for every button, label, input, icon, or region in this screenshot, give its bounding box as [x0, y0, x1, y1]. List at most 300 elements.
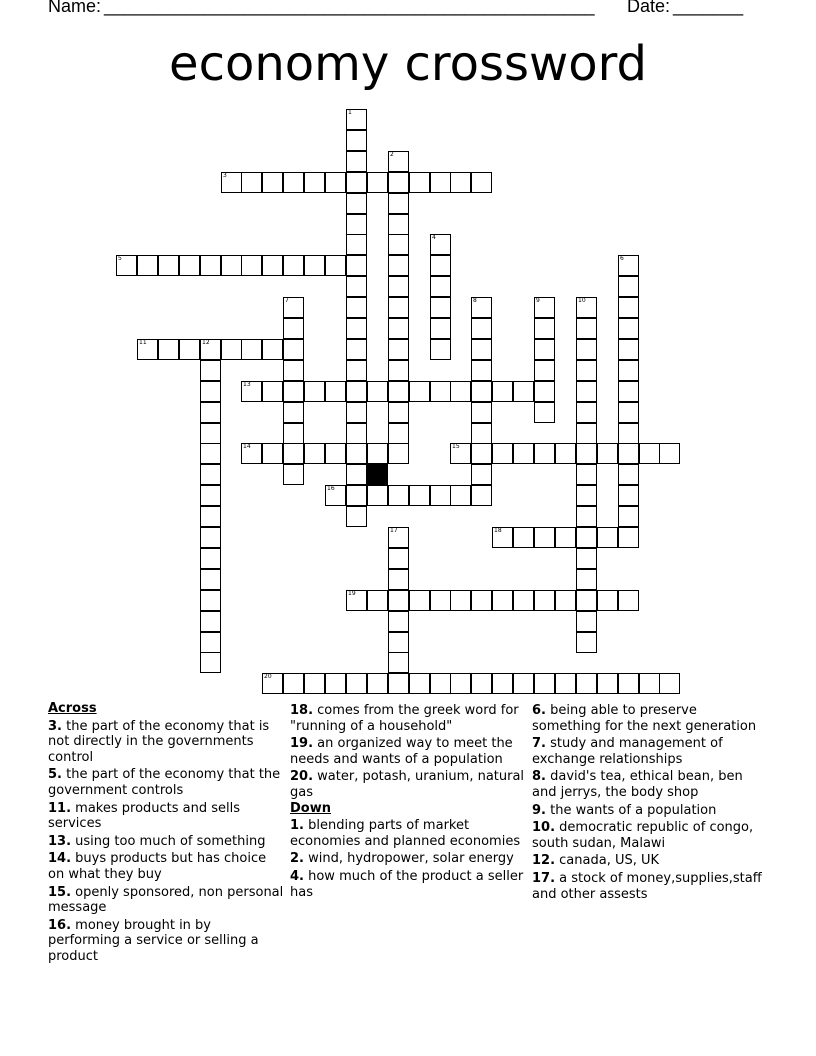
grid-cell[interactable]: [158, 255, 179, 276]
clue-down-17: [532, 871, 768, 902]
grid-cell[interactable]: [262, 443, 283, 464]
grid-cell[interactable]: [137, 255, 158, 276]
grid-cell[interactable]: [388, 339, 409, 360]
grid-cell[interactable]: [430, 172, 451, 193]
clue-number: 16.: [48, 917, 72, 933]
cell-number: 18: [494, 527, 502, 534]
grid-cell[interactable]: [200, 611, 221, 632]
grid-cell[interactable]: [283, 360, 304, 381]
grid-cell[interactable]: [367, 381, 388, 402]
grid-cell[interactable]: [388, 151, 409, 172]
clue-number: 14.: [48, 851, 72, 867]
clue-number: 2.: [290, 851, 304, 867]
grid-cell[interactable]: [346, 673, 367, 694]
grid-cell[interactable]: [576, 464, 597, 485]
clue-number: 8.: [532, 769, 546, 785]
grid-cell[interactable]: [346, 193, 367, 214]
grid-cell[interactable]: [618, 297, 639, 318]
grid-cell[interactable]: [304, 172, 325, 193]
grid-cell[interactable]: [597, 527, 618, 548]
cell-number: 17: [390, 527, 398, 534]
grid-cell[interactable]: [618, 318, 639, 339]
grid-cell[interactable]: [471, 485, 492, 506]
grid-cell[interactable]: [576, 506, 597, 527]
grid-cell[interactable]: [346, 276, 367, 297]
clue-text: study and management of exchange relationships: [532, 736, 723, 767]
clue-number: 15.: [48, 884, 72, 900]
grid-cell[interactable]: [597, 443, 618, 464]
grid-cell[interactable]: [346, 402, 367, 423]
grid-cell[interactable]: [576, 381, 597, 402]
grid-cell[interactable]: [179, 255, 200, 276]
grid-cell[interactable]: [576, 297, 597, 318]
grid-cell[interactable]: [200, 590, 221, 611]
grid-cell[interactable]: [283, 423, 304, 444]
grid-cell[interactable]: [367, 673, 388, 694]
clue-number: 3.: [48, 718, 62, 734]
grid-cell[interactable]: [659, 443, 680, 464]
grid-cell[interactable]: [618, 485, 639, 506]
date-label: Date:: [627, 0, 671, 16]
grid-cell[interactable]: [639, 443, 660, 464]
grid-cell[interactable]: [471, 360, 492, 381]
grid-cell[interactable]: [471, 443, 492, 464]
grid-cell[interactable]: [283, 255, 304, 276]
grid-cell[interactable]: [283, 673, 304, 694]
grid-cell[interactable]: [179, 339, 200, 360]
grid-cell[interactable]: [283, 297, 304, 318]
grid-cell[interactable]: [388, 318, 409, 339]
grid-cell[interactable]: [576, 548, 597, 569]
grid-cell[interactable]: [388, 590, 409, 611]
grid-cell[interactable]: [430, 381, 451, 402]
grid-cell[interactable]: [618, 381, 639, 402]
grid-cell[interactable]: [283, 172, 304, 193]
grid-cell[interactable]: [241, 381, 262, 402]
grid-cell[interactable]: [555, 443, 576, 464]
grid-cell[interactable]: [492, 381, 513, 402]
grid-cell[interactable]: [388, 360, 409, 381]
grid-cell[interactable]: [513, 673, 534, 694]
clue-number: 9.: [532, 802, 546, 818]
clue-down-10: [532, 820, 768, 851]
clue-text: the part of the economy that the government controls: [48, 767, 281, 798]
grid-cell[interactable]: [325, 172, 346, 193]
grid-cell[interactable]: [388, 548, 409, 569]
grid-cell[interactable]: [346, 151, 367, 172]
cell-number: 2: [390, 151, 394, 158]
cell-number: 20: [264, 673, 272, 680]
clues-column-2: [290, 701, 526, 900]
grid-cell[interactable]: [492, 443, 513, 464]
grid-cell[interactable]: [200, 255, 221, 276]
grid-cell[interactable]: [534, 590, 555, 611]
grid-cell[interactable]: [200, 485, 221, 506]
grid-cell[interactable]: [409, 485, 430, 506]
clue-number: 19.: [290, 736, 314, 752]
grid-cell[interactable]: [346, 130, 367, 151]
grid-cell[interactable]: [221, 255, 242, 276]
grid-cell[interactable]: [388, 276, 409, 297]
grid-cell[interactable]: [388, 255, 409, 276]
cell-number: 15: [452, 443, 460, 450]
cell-number: 11: [139, 339, 147, 346]
grid-cell[interactable]: [618, 506, 639, 527]
cell-number: 16: [327, 485, 335, 492]
grid-cell[interactable]: [283, 464, 304, 485]
clue-text: water, potash, uranium, natural gas: [290, 769, 525, 800]
grid-cell[interactable]: [304, 255, 325, 276]
clue-across-13: [48, 834, 284, 850]
grid-cell[interactable]: [262, 339, 283, 360]
grid-cell[interactable]: [158, 339, 179, 360]
grid-cell[interactable]: [346, 214, 367, 235]
grid-cell[interactable]: [200, 423, 221, 444]
grid-cell[interactable]: [471, 339, 492, 360]
grid-cell[interactable]: [137, 339, 158, 360]
grid-cell[interactable]: [346, 234, 367, 255]
grid-cell[interactable]: [471, 172, 492, 193]
grid-cell[interactable]: [618, 360, 639, 381]
grid-cell[interactable]: [346, 590, 367, 611]
clue-across-18: [290, 703, 526, 734]
grid-cell[interactable]: [283, 402, 304, 423]
grid-cell[interactable]: [283, 381, 304, 402]
grid-cell[interactable]: [492, 590, 513, 611]
grid-cell[interactable]: [430, 297, 451, 318]
clue-number: 5.: [48, 767, 62, 783]
date-field[interactable]: _______: [673, 0, 744, 16]
grid-cell[interactable]: [597, 590, 618, 611]
grid-cell[interactable]: [534, 527, 555, 548]
clue-text: canada, US, UK: [555, 853, 660, 869]
grid-cell[interactable]: [618, 402, 639, 423]
grid-cell[interactable]: [534, 297, 555, 318]
grid-cell[interactable]: [325, 255, 346, 276]
grid-cell[interactable]: [200, 527, 221, 548]
grid-cell[interactable]: [430, 255, 451, 276]
grid-cell[interactable]: [262, 381, 283, 402]
grid-cell[interactable]: [430, 673, 451, 694]
grid-cell[interactable]: [116, 255, 137, 276]
grid-cell[interactable]: [513, 527, 534, 548]
clue-text: comes from the greek word for "running of a household": [290, 703, 519, 734]
grid-cell[interactable]: [430, 234, 451, 255]
clue-number: 12.: [532, 853, 556, 869]
grid-cell[interactable]: [576, 485, 597, 506]
clue-text: how much of the product a seller has: [290, 868, 524, 900]
clue-number: 13.: [48, 833, 72, 849]
clues-column-3: [532, 701, 768, 902]
grid-cell[interactable]: [618, 339, 639, 360]
clue-text: blending parts of market economies and planned economies: [290, 818, 521, 849]
clue-across-15: [48, 885, 284, 916]
clue-text: an organized way to meet the needs and wants of a population: [290, 736, 513, 767]
clue-text: the wants of a population: [545, 802, 717, 818]
grid-cell[interactable]: [346, 423, 367, 444]
name-label: Name:: [48, 0, 102, 16]
grid-cell[interactable]: [576, 443, 597, 464]
clue-text: being able to preserve something for the next generation: [532, 703, 757, 734]
clue-across-14: [48, 851, 284, 882]
grid-cell[interactable]: [388, 673, 409, 694]
clue-across-3: [48, 719, 284, 766]
grid-cell[interactable]: [283, 339, 304, 360]
clue-down-8: [532, 769, 768, 800]
cell-number: 8: [473, 297, 477, 304]
grid-cell[interactable]: [576, 360, 597, 381]
grid-cell[interactable]: [576, 339, 597, 360]
clue-across-16: [48, 918, 284, 965]
grid-cell[interactable]: [430, 590, 451, 611]
grid-cell[interactable]: [409, 590, 430, 611]
grid-cell[interactable]: [325, 381, 346, 402]
name-field[interactable]: _________________________________________________: [104, 0, 595, 16]
grid-cell[interactable]: [534, 673, 555, 694]
grid-cell[interactable]: [618, 443, 639, 464]
grid-cell[interactable]: [471, 464, 492, 485]
grid-cell[interactable]: [534, 381, 555, 402]
header: [0, 0, 816, 20]
grid-cell[interactable]: [471, 297, 492, 318]
clue-across-11: [48, 801, 284, 832]
across-heading: Across: [48, 701, 97, 716]
grid-cell[interactable]: [659, 673, 680, 694]
grid-cell[interactable]: [262, 673, 283, 694]
grid-cell[interactable]: [346, 464, 367, 485]
clue-text: a stock of money,supplies,staff and other assests: [532, 870, 762, 902]
grid-cell[interactable]: [388, 652, 409, 673]
grid-cell[interactable]: [471, 381, 492, 402]
grid-cell[interactable]: [367, 172, 388, 193]
grid-cell[interactable]: [534, 318, 555, 339]
clues-column-1: [48, 701, 284, 965]
grid-cell[interactable]: [283, 443, 304, 464]
grid-cell[interactable]: [241, 443, 262, 464]
grid-cell[interactable]: [200, 360, 221, 381]
grid-cell[interactable]: [450, 381, 471, 402]
clue-down-9: [532, 803, 768, 819]
grid-cell[interactable]: [200, 381, 221, 402]
grid-cell[interactable]: [367, 485, 388, 506]
grid-cell[interactable]: [221, 172, 242, 193]
cell-number: 7: [285, 297, 289, 304]
puzzle-title: economy crossword: [169, 36, 647, 92]
down-heading: Down: [290, 800, 331, 816]
cell-number: 3: [223, 172, 227, 179]
grid-cell[interactable]: [367, 443, 388, 464]
grid-cell[interactable]: [346, 297, 367, 318]
grid-cell[interactable]: [200, 548, 221, 569]
grid-cell[interactable]: [388, 632, 409, 653]
grid-cell[interactable]: [576, 673, 597, 694]
grid-cell[interactable]: [513, 443, 534, 464]
grid-cell[interactable]: [430, 485, 451, 506]
grid-cell[interactable]: [200, 402, 221, 423]
grid-cell[interactable]: [618, 255, 639, 276]
clue-down-12: [532, 853, 768, 869]
clue-number: 17.: [532, 870, 556, 886]
grid-cell[interactable]: [325, 673, 346, 694]
grid-cell[interactable]: [576, 569, 597, 590]
clue-text: wind, hydropower, solar energy: [303, 851, 514, 867]
grid-cell[interactable]: [283, 318, 304, 339]
grid-cell[interactable]: [576, 632, 597, 653]
grid-cell[interactable]: [346, 339, 367, 360]
clue-number: 7.: [532, 736, 546, 752]
grid-cell[interactable]: [200, 443, 221, 464]
cell-number: 13: [243, 381, 251, 388]
clue-down-7: [532, 736, 768, 767]
grid-cell[interactable]: [576, 611, 597, 632]
grid-cell[interactable]: [325, 485, 346, 506]
grid-cell[interactable]: [597, 673, 618, 694]
grid-cell[interactable]: [450, 172, 471, 193]
grid-cell[interactable]: [534, 360, 555, 381]
grid-cell[interactable]: [430, 318, 451, 339]
clue-text: openly sponsored, non personal message: [48, 884, 284, 916]
grid-cell[interactable]: [388, 611, 409, 632]
clue-across-19: [290, 736, 526, 767]
grid-cell[interactable]: [534, 443, 555, 464]
grid-cell[interactable]: [262, 255, 283, 276]
clue-down-1: [290, 818, 526, 849]
grid-cell[interactable]: [618, 590, 639, 611]
grid-cell[interactable]: [325, 443, 346, 464]
clue-across-5: [48, 767, 284, 798]
clue-text: using too much of something: [71, 833, 266, 849]
clue-text: makes products and sells services: [48, 800, 241, 832]
grid-cell[interactable]: [576, 318, 597, 339]
clue-number: 4.: [290, 868, 304, 884]
cell-number: 4: [432, 234, 436, 241]
grid-cell[interactable]: [241, 255, 262, 276]
grid-cell[interactable]: [576, 527, 597, 548]
grid-cell[interactable]: [618, 527, 639, 548]
grid-cell[interactable]: [555, 673, 576, 694]
grid-cell[interactable]: [639, 673, 660, 694]
clue-text: buys products but has choice on what they buy: [48, 851, 267, 882]
grid-cell[interactable]: [388, 172, 409, 193]
clue-down-4: [290, 869, 526, 900]
grid-cell[interactable]: [471, 423, 492, 444]
grid-cell[interactable]: [367, 590, 388, 611]
grid-cell[interactable]: [618, 276, 639, 297]
cell-number: 12: [202, 339, 210, 346]
grid-cell[interactable]: [388, 569, 409, 590]
cell-number: 14: [243, 443, 251, 450]
grid-cell[interactable]: [304, 443, 325, 464]
grid-cell[interactable]: [388, 214, 409, 235]
grid-cell[interactable]: [388, 193, 409, 214]
grid-cell[interactable]: [409, 172, 430, 193]
grid-cell[interactable]: [513, 590, 534, 611]
grid-cell[interactable]: [618, 673, 639, 694]
cell-number: 5: [118, 255, 122, 262]
grid-cell[interactable]: [450, 673, 471, 694]
grid-cell[interactable]: [618, 464, 639, 485]
grid-cell[interactable]: [492, 527, 513, 548]
cell-number: 10: [578, 297, 586, 304]
grid-cell[interactable]: [241, 172, 262, 193]
grid-cell[interactable]: [346, 109, 367, 130]
grid-cell[interactable]: [304, 673, 325, 694]
grid-cell[interactable]: [430, 339, 451, 360]
grid-cell[interactable]: [388, 381, 409, 402]
grid-cell[interactable]: [471, 590, 492, 611]
grid-cell[interactable]: [346, 360, 367, 381]
grid-cell[interactable]: [450, 443, 471, 464]
grid-cell[interactable]: [346, 381, 367, 402]
grid-cell[interactable]: [388, 485, 409, 506]
grid-cell[interactable]: [430, 276, 451, 297]
grid-cell[interactable]: [576, 590, 597, 611]
grid-cell[interactable]: [492, 673, 513, 694]
clue-down-2: [290, 851, 526, 867]
grid-cell[interactable]: [471, 673, 492, 694]
grid-cell[interactable]: [388, 527, 409, 548]
grid-cell[interactable]: [200, 632, 221, 653]
grid-cell[interactable]: [262, 172, 283, 193]
grid-cell[interactable]: [409, 381, 430, 402]
clue-number: 1.: [290, 818, 304, 834]
grid-cell[interactable]: [388, 297, 409, 318]
grid-cell[interactable]: [346, 172, 367, 193]
grid-cell[interactable]: [200, 506, 221, 527]
grid-cell[interactable]: [534, 402, 555, 423]
grid-cell[interactable]: [221, 339, 242, 360]
grid-cell[interactable]: [471, 402, 492, 423]
grid-cell[interactable]: [346, 506, 367, 527]
clue-text: david's tea, ethical bean, ben and jerrys, the body shop: [532, 769, 743, 800]
cell-number: 19: [348, 590, 356, 597]
grid-cell[interactable]: [555, 590, 576, 611]
grid-cell[interactable]: [450, 485, 471, 506]
grid-cell[interactable]: [346, 255, 367, 276]
grid-cell[interactable]: [450, 590, 471, 611]
grid-cell[interactable]: [576, 423, 597, 444]
grid-cell[interactable]: [471, 318, 492, 339]
grid-cell[interactable]: [304, 381, 325, 402]
grid-cell[interactable]: [576, 402, 597, 423]
clue-number: 11.: [48, 800, 72, 816]
black-square: [367, 464, 388, 485]
grid-cell[interactable]: [200, 569, 221, 590]
grid-cell[interactable]: [200, 464, 221, 485]
grid-cell[interactable]: [388, 234, 409, 255]
clue-number: 18.: [290, 703, 314, 718]
grid-cell[interactable]: [346, 318, 367, 339]
grid-cell[interactable]: [409, 673, 430, 694]
grid-cell[interactable]: [555, 527, 576, 548]
grid-cell[interactable]: [388, 443, 409, 464]
clue-number: 10.: [532, 820, 556, 836]
grid-cell[interactable]: [388, 423, 409, 444]
grid-cell[interactable]: [618, 423, 639, 444]
grid-cell[interactable]: [200, 652, 221, 673]
grid-cell[interactable]: [388, 402, 409, 423]
clue-down-6: [532, 703, 768, 734]
grid-cell[interactable]: [534, 339, 555, 360]
grid-cell[interactable]: [346, 485, 367, 506]
grid-cell[interactable]: [200, 339, 221, 360]
grid-cell[interactable]: [241, 339, 262, 360]
clue-text: the part of the economy that is not directly in the governments control: [48, 718, 270, 765]
grid-cell[interactable]: [513, 381, 534, 402]
clue-across-20: [290, 769, 526, 800]
clue-number: 20.: [290, 769, 314, 785]
grid-cell[interactable]: [346, 443, 367, 464]
